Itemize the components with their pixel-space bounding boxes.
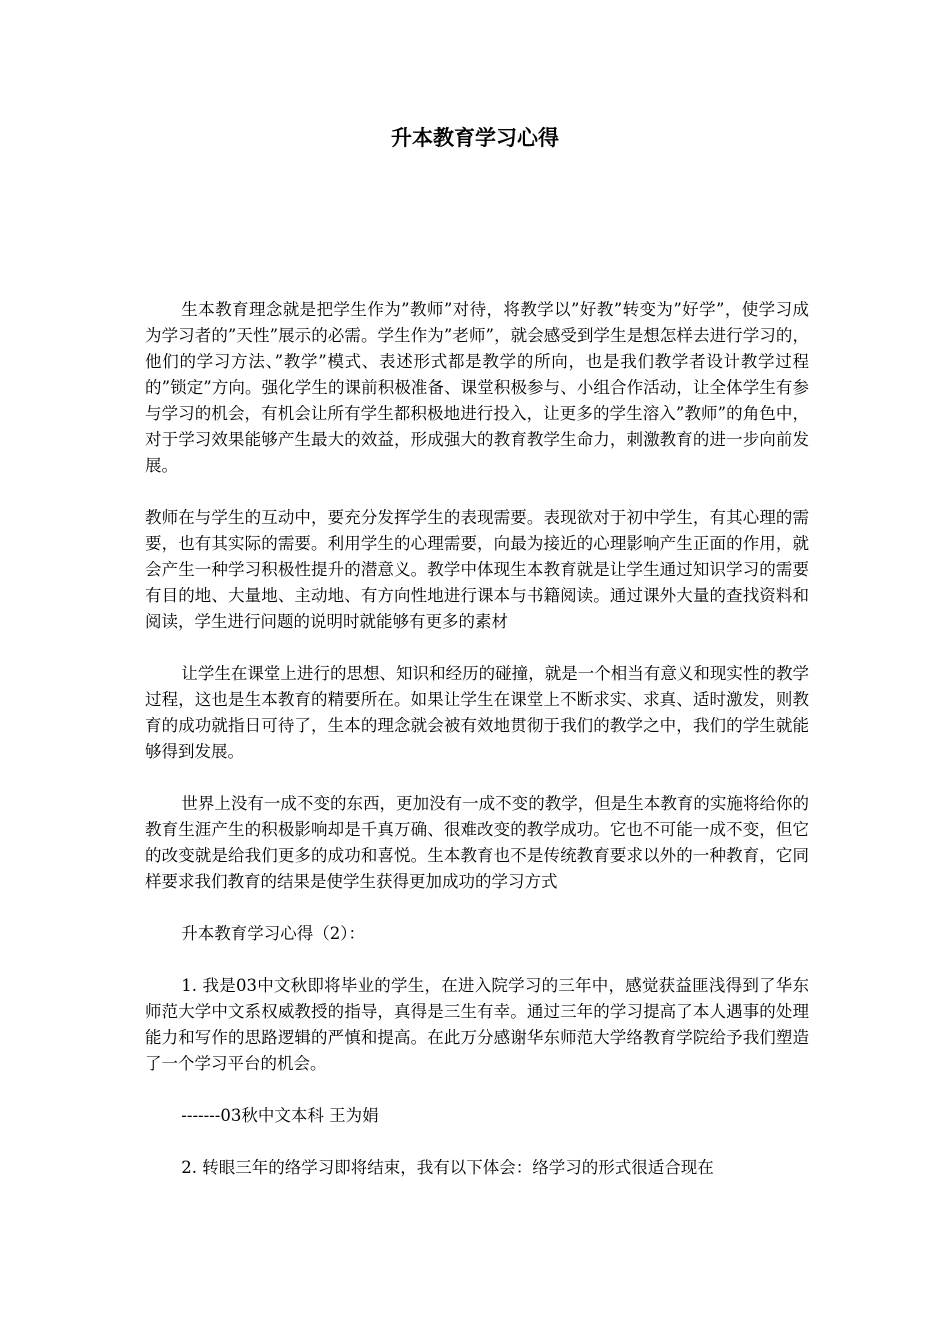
document-body (145, 297, 809, 1207)
paragraph-3: 让学生在课堂上进行的思想、知识和经历的碰撞，就是一个相当有意义和现实性的教学过程，这也是生本教育的精要所在。如果让学生在课堂上不断求实、求真、适时激发，则教育的成功就指日可待了，生本的理念就会被有效地贯彻于我们的教学之中，我们的学生就能够得到发展。 (145, 664, 809, 761)
paragraph-item-1: 1. 我是03中文秋即将毕业的学生，在进入院学习的三年中，感觉获益匪浅得到了华东师范大学中文系权威教授的指导，真得是三生有幸。通过三年的学习提高了本人遇事的处理能力和写作的思路逻辑的严慎和提高。在此万分感谢华东师范大学络教育学院给予我们塑造了一个学习平台的机会。 (145, 976, 809, 1073)
document-title: 升本教育学习心得 (391, 126, 559, 150)
paragraph-4: 世界上没有一成不变的东西，更加没有一成不变的教学，但是生本教育的实施将给你的教育生涯产生的积极影响却是千真万确、很难改变的教学成功。它也不可能一成不变，但它的改变就是给我们更多的成功和喜悦。生本教育也不是传统教育要求以外的一种教育，它同样要求我们教育的结果是使学生获得更加成功的学习方式 (145, 794, 809, 891)
paragraph-2: 教师在与学生的互动中，要充分发挥学生的表现需要。表现欲对于初中学生，有其心理的需要，也有其实际的需要。利用学生的心理需要，向最为接近的心理影响产生正面的作用，就会产生一种学习积极性提升的潜意义。教学中体现生本教育就是让学生通过知识学习的需要有目的地、大量地、主动地、有方向性地进行课本与书籍阅读。通过课外大量的查找资料和阅读，学生进行问题的说明时就能够有更多的素材 (145, 508, 809, 631)
signature-line: -------03秋中文本科 王为娟 (181, 1106, 379, 1125)
paragraph-item-2: 2. 转眼三年的络学习即将结束，我有以下体会：络学习的形式很适合现在 (181, 1158, 714, 1177)
section-heading-2: 升本教育学习心得（2）： (181, 924, 366, 943)
paragraph-1: 生本教育理念就是把学生作为”教师”对待，将教学以”好教”转变为”好学”，使学习成为学习者的”天性”展示的必需。学生作为”老师”，就会感受到学生是想怎样去进行学习的，他们的学习方法、”教学”模式、表述形式都是教学的所向，也是我们教学者设计教学过程的”锁定”方向。强化学生的课前积极准备、课堂积极参与、小组合作活动，让全体学生有参与学习的机会，有机会让所有学生都积极地进行投入，让更多的学生溶入”教师”的角色中，对于学习效果能够产生最大的效益，形成强大的教育教学生命力，刺激教育的进一步向前发展。 (145, 300, 809, 475)
